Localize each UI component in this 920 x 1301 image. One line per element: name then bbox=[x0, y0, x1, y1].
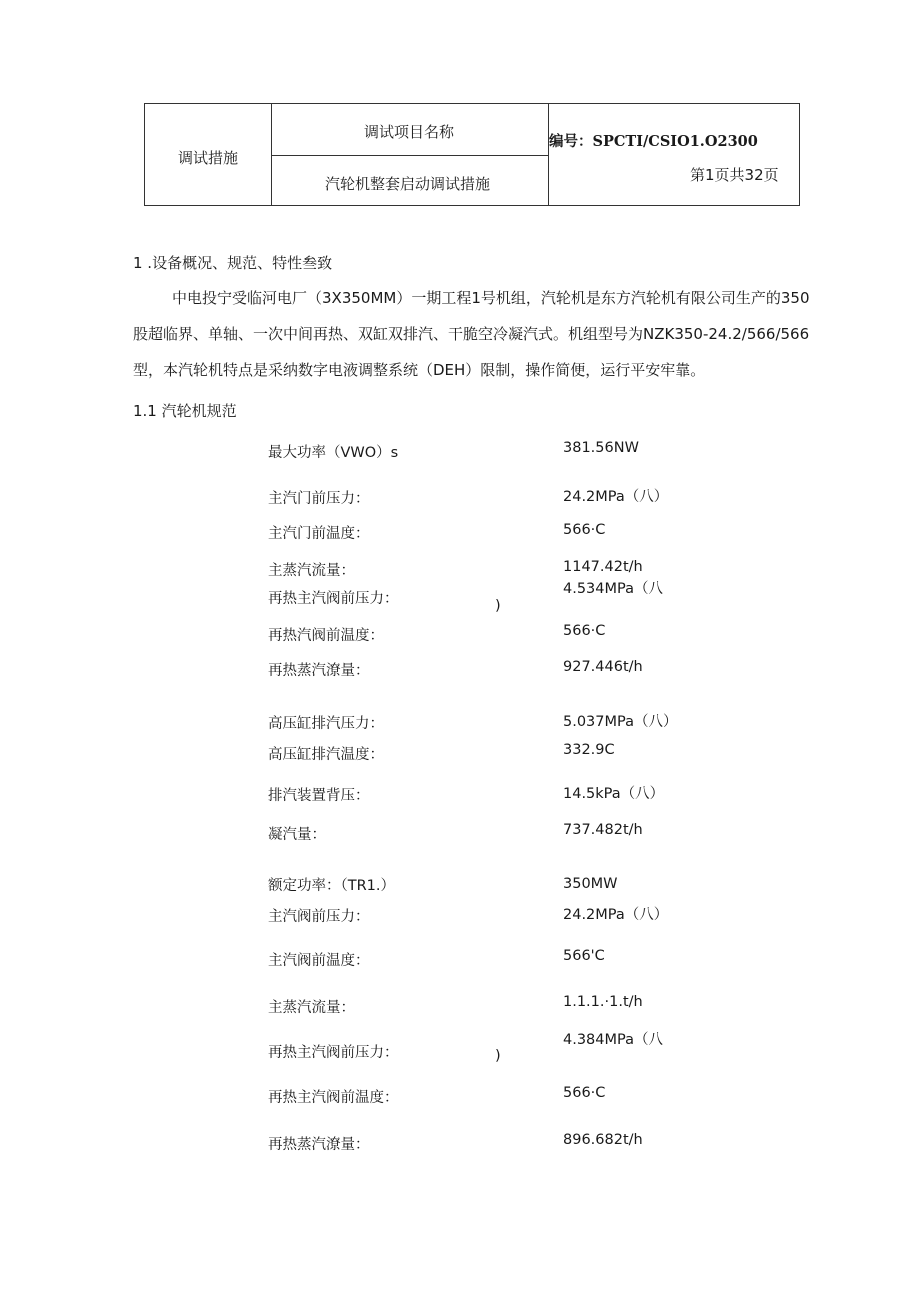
spec-label: 排汽装置背压： bbox=[268, 788, 370, 804]
spec-label: 主汽门前压力： bbox=[268, 491, 370, 507]
header-table bbox=[144, 103, 800, 206]
spec-value: 5.037MPa（八） bbox=[563, 714, 678, 730]
spec-value: 24.2MPa（八） bbox=[563, 489, 669, 505]
paragraph-line: 中电投宁受临河电厂（3X350MM）一期工程1号机组，汽轮机是东方汽轮机有限公司生产的350 bbox=[172, 289, 810, 307]
spec-value: 24.2MPa（八） bbox=[563, 907, 669, 923]
spec-label: 主汽门前温度： bbox=[268, 526, 370, 542]
spec-label: 高压缸排汽温度： bbox=[268, 747, 384, 763]
subsection-heading: 1.1 汽轮机规范 bbox=[133, 402, 237, 420]
spec-value: 566·C bbox=[563, 623, 606, 639]
spec-label: 再热蒸汽潦量： bbox=[268, 663, 370, 679]
spec-value: 4.534MPa（八 bbox=[563, 581, 663, 597]
spec-value: 14.5kPa（八） bbox=[563, 786, 665, 802]
paragraph-line: 股超临界、单轴、一次中间再热、双缸双排汽、干脆空冷凝汽式。机组型号为NZK350-24.2/566/566 bbox=[133, 325, 810, 343]
spec-value: 566·C bbox=[563, 522, 606, 538]
spec-value: 4.384MPa（八 bbox=[563, 1032, 663, 1048]
spec-label: 再热主汽阀前压力： bbox=[268, 1045, 399, 1061]
table-divider bbox=[548, 104, 549, 205]
header-page-info: 第1页共32页 bbox=[690, 166, 779, 184]
spec-value: 566·C bbox=[563, 1085, 606, 1101]
spec-label: 额定功率：（TR1.） bbox=[268, 878, 396, 894]
header-project-name: 汽轮机整套启动调试措施 bbox=[325, 175, 491, 193]
header-project-label: 调试项目名称 bbox=[364, 123, 455, 141]
spec-label: 主蒸汽流量： bbox=[268, 1000, 355, 1016]
spec-value: 927.446t/h bbox=[563, 659, 643, 675]
spec-value: 566'C bbox=[563, 948, 605, 964]
spec-value: 896.682t/h bbox=[563, 1132, 643, 1148]
header-category: 调试措施 bbox=[178, 149, 239, 167]
spec-value: 381.56NW bbox=[563, 440, 639, 456]
spec-label: 主汽阀前压力： bbox=[268, 909, 370, 925]
spec-label: 最大功率（VWO）s bbox=[268, 445, 399, 461]
spec-label: 再热汽阀前温度： bbox=[268, 628, 384, 644]
spec-label: 主蒸汽流量： bbox=[268, 563, 355, 579]
spec-value: 1.1.1.·1.t/h bbox=[563, 994, 643, 1010]
spec-value: 350MW bbox=[563, 876, 618, 892]
spec-label: 再热蒸汽潦量： bbox=[268, 1137, 370, 1153]
paragraph-line: 型，本汽轮机特点是采纳数字电液调整系统（DEH）限制，操作简便，运行平安牢靠。 bbox=[133, 361, 706, 379]
spec-value: 332.9C bbox=[563, 742, 615, 758]
spec-value-suffix: ) bbox=[495, 1048, 501, 1064]
spec-value: 1147.42t/h bbox=[563, 559, 643, 575]
spec-label: 凝汽量： bbox=[268, 827, 326, 843]
spec-label: 主汽阀前温度： bbox=[268, 953, 370, 969]
table-divider bbox=[271, 155, 548, 156]
section-heading: 1 .设备概况、规范、特性叁致 bbox=[133, 254, 333, 272]
spec-label: 再热主汽阀前温度： bbox=[268, 1090, 399, 1106]
spec-value: 737.482t/h bbox=[563, 822, 643, 838]
spec-label: 高压缸排汽压力： bbox=[268, 716, 384, 732]
spec-label: 再热主汽阀前压力： bbox=[268, 591, 399, 607]
header-doc-number: 编号：SPCTI/CSIO1.O2300 bbox=[549, 133, 758, 150]
spec-value-suffix: ) bbox=[495, 598, 501, 614]
